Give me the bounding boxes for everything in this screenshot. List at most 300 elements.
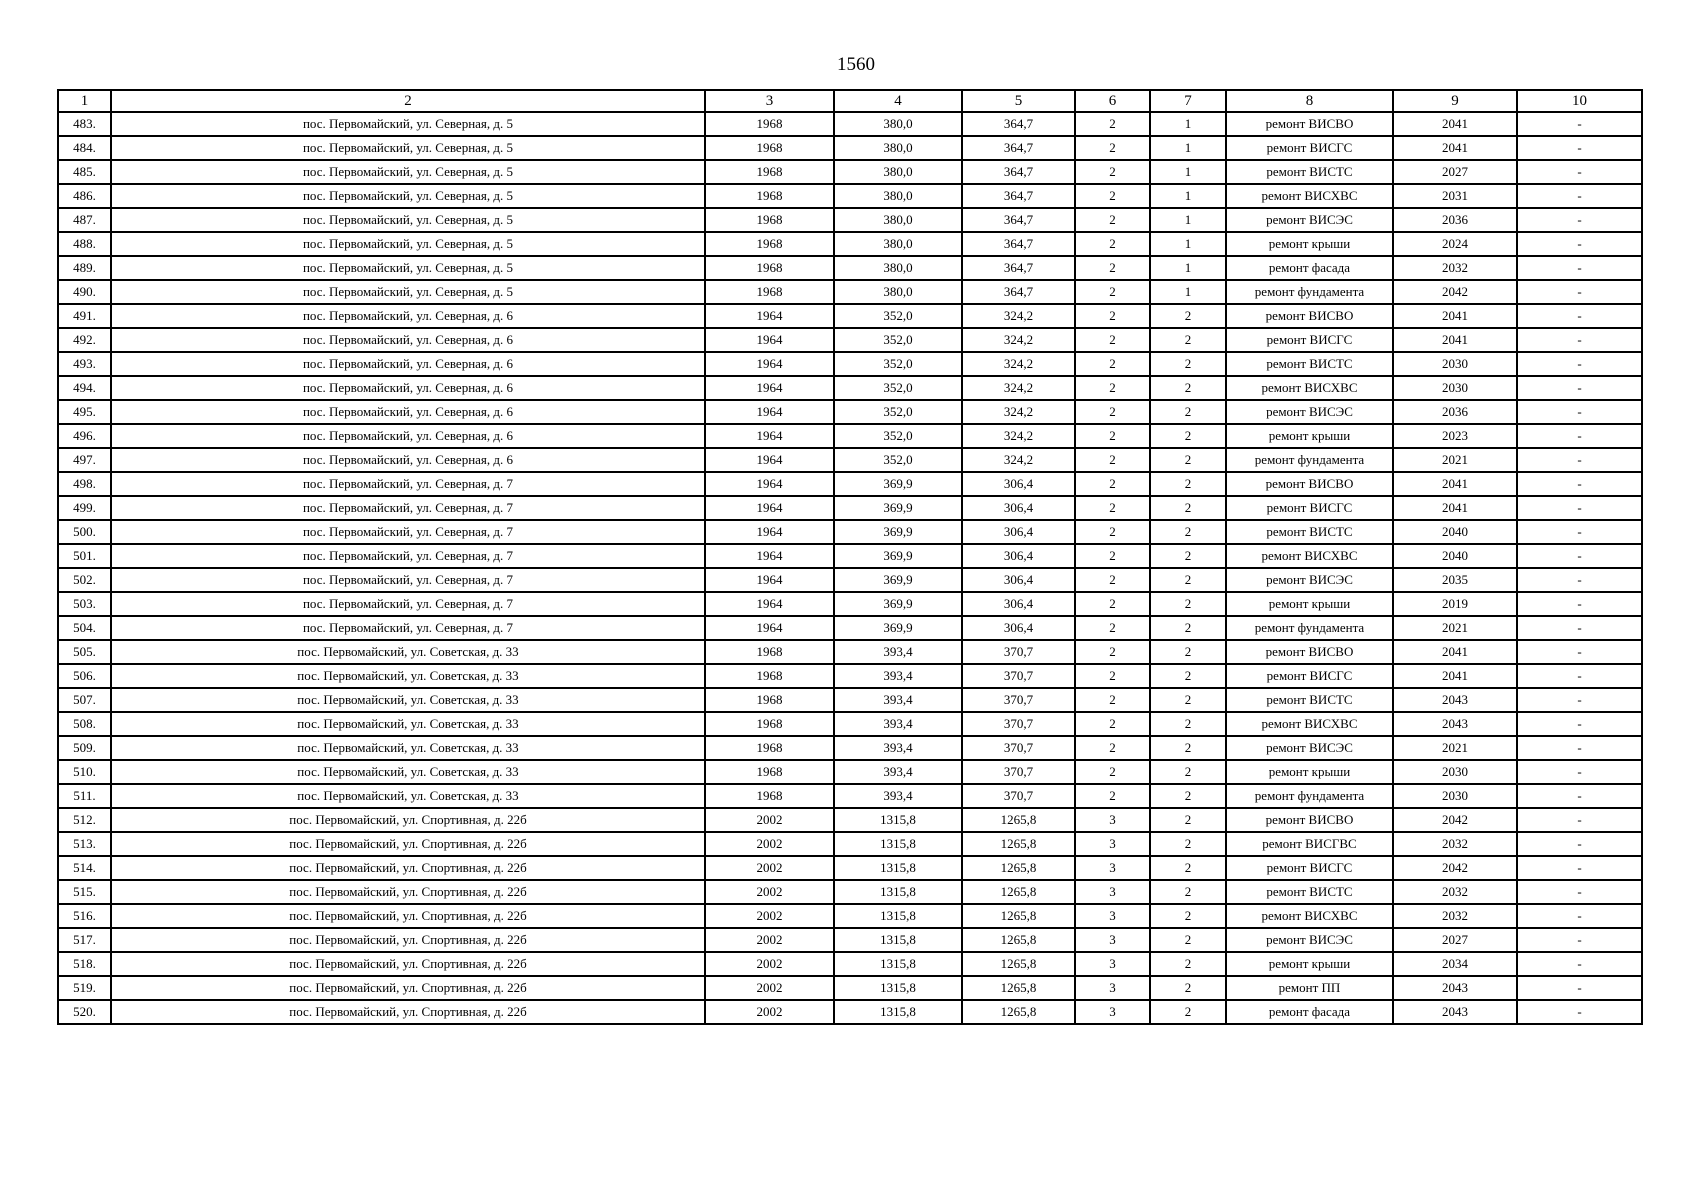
floors-cell: 2: [1075, 400, 1150, 424]
floors-cell: 2: [1075, 232, 1150, 256]
table-row: [58, 400, 1642, 424]
cost-cell: -: [1517, 784, 1642, 808]
table-row: [58, 952, 1642, 976]
work-type-cell: ремонт ВИСГС: [1226, 664, 1393, 688]
row-number-cell: 500.: [58, 520, 111, 544]
total-area-cell: 393,4: [834, 640, 962, 664]
table-row: [58, 208, 1642, 232]
floors-cell: 2: [1075, 472, 1150, 496]
living-area-cell: 324,2: [962, 352, 1075, 376]
living-area-cell: 370,7: [962, 640, 1075, 664]
row-number-cell: 506.: [58, 664, 111, 688]
living-area-cell: 306,4: [962, 616, 1075, 640]
page-number: 1560: [837, 54, 875, 75]
address-cell: пос. Первомайский, ул. Спортивная, д. 22б: [111, 928, 705, 952]
entrances-cell: 1: [1150, 280, 1226, 304]
data-table: [57, 89, 1643, 1025]
address-cell: пос. Первомайский, ул. Северная, д. 5: [111, 136, 705, 160]
cost-cell: -: [1517, 880, 1642, 904]
planned-year-cell: 2043: [1393, 712, 1517, 736]
year-built-cell: 1968: [705, 640, 834, 664]
column-header: 3: [705, 90, 834, 112]
cost-cell: -: [1517, 928, 1642, 952]
cost-cell: -: [1517, 208, 1642, 232]
cost-cell: -: [1517, 424, 1642, 448]
year-built-cell: 1968: [705, 664, 834, 688]
address-cell: пос. Первомайский, ул. Спортивная, д. 22б: [111, 880, 705, 904]
address-cell: пос. Первомайский, ул. Советская, д. 33: [111, 640, 705, 664]
row-number-cell: 484.: [58, 136, 111, 160]
planned-year-cell: 2027: [1393, 928, 1517, 952]
column-header: 8: [1226, 90, 1393, 112]
planned-year-cell: 2041: [1393, 304, 1517, 328]
planned-year-cell: 2021: [1393, 616, 1517, 640]
planned-year-cell: 2032: [1393, 832, 1517, 856]
cost-cell: -: [1517, 400, 1642, 424]
entrances-cell: 1: [1150, 256, 1226, 280]
table-row: [58, 184, 1642, 208]
work-type-cell: ремонт фундамента: [1226, 784, 1393, 808]
total-area-cell: 380,0: [834, 184, 962, 208]
living-area-cell: 364,7: [962, 208, 1075, 232]
work-type-cell: ремонт фундамента: [1226, 280, 1393, 304]
entrances-cell: 2: [1150, 736, 1226, 760]
year-built-cell: 2002: [705, 832, 834, 856]
column-header: 9: [1393, 90, 1517, 112]
row-number-cell: 490.: [58, 280, 111, 304]
address-cell: пос. Первомайский, ул. Северная, д. 5: [111, 208, 705, 232]
floors-cell: 2: [1075, 544, 1150, 568]
cost-cell: -: [1517, 256, 1642, 280]
year-built-cell: 1968: [705, 784, 834, 808]
entrances-cell: 2: [1150, 976, 1226, 1000]
entrances-cell: 2: [1150, 424, 1226, 448]
address-cell: пос. Первомайский, ул. Северная, д. 6: [111, 352, 705, 376]
total-area-cell: 393,4: [834, 712, 962, 736]
floors-cell: 2: [1075, 352, 1150, 376]
living-area-cell: 364,7: [962, 112, 1075, 136]
table-row: [58, 256, 1642, 280]
living-area-cell: 1265,8: [962, 904, 1075, 928]
living-area-cell: 1265,8: [962, 808, 1075, 832]
work-type-cell: ремонт ВИСХВС: [1226, 712, 1393, 736]
entrances-cell: 2: [1150, 832, 1226, 856]
living-area-cell: 370,7: [962, 712, 1075, 736]
entrances-cell: 2: [1150, 472, 1226, 496]
floors-cell: 2: [1075, 376, 1150, 400]
table-row: [58, 736, 1642, 760]
address-cell: пос. Первомайский, ул. Северная, д. 5: [111, 280, 705, 304]
year-built-cell: 1968: [705, 112, 834, 136]
cost-cell: -: [1517, 280, 1642, 304]
living-area-cell: 370,7: [962, 784, 1075, 808]
planned-year-cell: 2032: [1393, 880, 1517, 904]
address-cell: пос. Первомайский, ул. Северная, д. 5: [111, 232, 705, 256]
entrances-cell: 2: [1150, 808, 1226, 832]
work-type-cell: ремонт ВИСГВС: [1226, 832, 1393, 856]
cost-cell: -: [1517, 328, 1642, 352]
cost-cell: -: [1517, 904, 1642, 928]
total-area-cell: 380,0: [834, 280, 962, 304]
planned-year-cell: 2043: [1393, 688, 1517, 712]
floors-cell: 2: [1075, 616, 1150, 640]
total-area-cell: 393,4: [834, 784, 962, 808]
address-cell: пос. Первомайский, ул. Спортивная, д. 22б: [111, 1000, 705, 1024]
entrances-cell: 2: [1150, 880, 1226, 904]
floors-cell: 2: [1075, 448, 1150, 472]
total-area-cell: 369,9: [834, 496, 962, 520]
planned-year-cell: 2032: [1393, 256, 1517, 280]
living-area-cell: 324,2: [962, 448, 1075, 472]
table-row: [58, 616, 1642, 640]
work-type-cell: ремонт фасада: [1226, 256, 1393, 280]
cost-cell: -: [1517, 232, 1642, 256]
planned-year-cell: 2042: [1393, 280, 1517, 304]
year-built-cell: 1968: [705, 184, 834, 208]
table-row: [58, 448, 1642, 472]
planned-year-cell: 2021: [1393, 736, 1517, 760]
table-row: [58, 880, 1642, 904]
header-row: [58, 90, 1642, 112]
cost-cell: -: [1517, 568, 1642, 592]
row-number-cell: 519.: [58, 976, 111, 1000]
living-area-cell: 364,7: [962, 160, 1075, 184]
cost-cell: -: [1517, 616, 1642, 640]
row-number-cell: 512.: [58, 808, 111, 832]
work-type-cell: ремонт ВИСХВС: [1226, 184, 1393, 208]
living-area-cell: 324,2: [962, 400, 1075, 424]
work-type-cell: ремонт крыши: [1226, 760, 1393, 784]
floors-cell: 3: [1075, 856, 1150, 880]
total-area-cell: 380,0: [834, 208, 962, 232]
living-area-cell: 324,2: [962, 328, 1075, 352]
living-area-cell: 306,4: [962, 496, 1075, 520]
floors-cell: 3: [1075, 904, 1150, 928]
row-number-cell: 493.: [58, 352, 111, 376]
address-cell: пос. Первомайский, ул. Спортивная, д. 22б: [111, 856, 705, 880]
entrances-cell: 2: [1150, 760, 1226, 784]
total-area-cell: 369,9: [834, 520, 962, 544]
living-area-cell: 1265,8: [962, 880, 1075, 904]
column-header: 6: [1075, 90, 1150, 112]
address-cell: пос. Первомайский, ул. Северная, д. 7: [111, 520, 705, 544]
floors-cell: 2: [1075, 496, 1150, 520]
work-type-cell: ремонт ВИСЭС: [1226, 928, 1393, 952]
planned-year-cell: 2027: [1393, 160, 1517, 184]
floors-cell: 3: [1075, 808, 1150, 832]
total-area-cell: 369,9: [834, 592, 962, 616]
work-type-cell: ремонт ВИСЭС: [1226, 736, 1393, 760]
total-area-cell: 380,0: [834, 112, 962, 136]
cost-cell: -: [1517, 352, 1642, 376]
row-number-cell: 507.: [58, 688, 111, 712]
work-type-cell: ремонт фундамента: [1226, 616, 1393, 640]
year-built-cell: 1964: [705, 424, 834, 448]
cost-cell: -: [1517, 544, 1642, 568]
year-built-cell: 2002: [705, 880, 834, 904]
table-row: [58, 544, 1642, 568]
cost-cell: -: [1517, 808, 1642, 832]
living-area-cell: 1265,8: [962, 952, 1075, 976]
total-area-cell: 1315,8: [834, 928, 962, 952]
work-type-cell: ремонт ВИСВО: [1226, 640, 1393, 664]
table-row: [58, 304, 1642, 328]
total-area-cell: 380,0: [834, 232, 962, 256]
table-row: [58, 712, 1642, 736]
work-type-cell: ремонт ВИСЭС: [1226, 568, 1393, 592]
address-cell: пос. Первомайский, ул. Спортивная, д. 22б: [111, 976, 705, 1000]
year-built-cell: 2002: [705, 952, 834, 976]
row-number-cell: 503.: [58, 592, 111, 616]
cost-cell: -: [1517, 712, 1642, 736]
cost-cell: -: [1517, 136, 1642, 160]
cost-cell: -: [1517, 856, 1642, 880]
planned-year-cell: 2041: [1393, 640, 1517, 664]
cost-cell: -: [1517, 376, 1642, 400]
table-body: [58, 112, 1642, 1024]
living-area-cell: 370,7: [962, 688, 1075, 712]
floors-cell: 2: [1075, 736, 1150, 760]
total-area-cell: 1315,8: [834, 880, 962, 904]
address-cell: пос. Первомайский, ул. Северная, д. 7: [111, 592, 705, 616]
address-cell: пос. Первомайский, ул. Северная, д. 6: [111, 304, 705, 328]
floors-cell: 2: [1075, 424, 1150, 448]
floors-cell: 2: [1075, 112, 1150, 136]
row-number-cell: 508.: [58, 712, 111, 736]
planned-year-cell: 2036: [1393, 400, 1517, 424]
cost-cell: -: [1517, 832, 1642, 856]
row-number-cell: 509.: [58, 736, 111, 760]
planned-year-cell: 2043: [1393, 976, 1517, 1000]
work-type-cell: ремонт ВИСЭС: [1226, 208, 1393, 232]
row-number-cell: 511.: [58, 784, 111, 808]
entrances-cell: 1: [1150, 184, 1226, 208]
work-type-cell: ремонт ВИСВО: [1226, 112, 1393, 136]
living-area-cell: 370,7: [962, 736, 1075, 760]
column-header: 7: [1150, 90, 1226, 112]
row-number-cell: 520.: [58, 1000, 111, 1024]
year-built-cell: 1964: [705, 520, 834, 544]
address-cell: пос. Первомайский, ул. Северная, д. 5: [111, 112, 705, 136]
entrances-cell: 2: [1150, 952, 1226, 976]
year-built-cell: 1964: [705, 376, 834, 400]
floors-cell: 2: [1075, 568, 1150, 592]
year-built-cell: 1964: [705, 448, 834, 472]
cost-cell: -: [1517, 184, 1642, 208]
address-cell: пос. Первомайский, ул. Северная, д. 7: [111, 544, 705, 568]
table-row: [58, 904, 1642, 928]
planned-year-cell: 2030: [1393, 376, 1517, 400]
entrances-cell: 2: [1150, 496, 1226, 520]
entrances-cell: 1: [1150, 136, 1226, 160]
year-built-cell: 1968: [705, 208, 834, 232]
year-built-cell: 1968: [705, 232, 834, 256]
address-cell: пос. Первомайский, ул. Северная, д. 6: [111, 448, 705, 472]
work-type-cell: ремонт крыши: [1226, 952, 1393, 976]
table-row: [58, 808, 1642, 832]
living-area-cell: 306,4: [962, 592, 1075, 616]
planned-year-cell: 2041: [1393, 664, 1517, 688]
entrances-cell: 2: [1150, 784, 1226, 808]
living-area-cell: 324,2: [962, 424, 1075, 448]
entrances-cell: 1: [1150, 208, 1226, 232]
address-cell: пос. Первомайский, ул. Спортивная, д. 22б: [111, 904, 705, 928]
year-built-cell: 1964: [705, 304, 834, 328]
row-number-cell: 496.: [58, 424, 111, 448]
living-area-cell: 1265,8: [962, 928, 1075, 952]
year-built-cell: 1964: [705, 400, 834, 424]
row-number-cell: 485.: [58, 160, 111, 184]
floors-cell: 2: [1075, 712, 1150, 736]
work-type-cell: ремонт ВИСВО: [1226, 304, 1393, 328]
work-type-cell: ремонт ВИСХВС: [1226, 544, 1393, 568]
year-built-cell: 2002: [705, 808, 834, 832]
total-area-cell: 393,4: [834, 736, 962, 760]
work-type-cell: ремонт ВИСТС: [1226, 688, 1393, 712]
floors-cell: 2: [1075, 328, 1150, 352]
cost-cell: -: [1517, 760, 1642, 784]
row-number-cell: 495.: [58, 400, 111, 424]
total-area-cell: 393,4: [834, 760, 962, 784]
work-type-cell: ремонт ПП: [1226, 976, 1393, 1000]
row-number-cell: 517.: [58, 928, 111, 952]
row-number-cell: 515.: [58, 880, 111, 904]
address-cell: пос. Первомайский, ул. Советская, д. 33: [111, 784, 705, 808]
row-number-cell: 491.: [58, 304, 111, 328]
living-area-cell: 306,4: [962, 568, 1075, 592]
address-cell: пос. Первомайский, ул. Северная, д. 7: [111, 568, 705, 592]
entrances-cell: 2: [1150, 640, 1226, 664]
entrances-cell: 2: [1150, 904, 1226, 928]
column-header: 2: [111, 90, 705, 112]
address-cell: пос. Первомайский, ул. Северная, д. 6: [111, 424, 705, 448]
table-row: [58, 664, 1642, 688]
year-built-cell: 2002: [705, 928, 834, 952]
floors-cell: 3: [1075, 832, 1150, 856]
work-type-cell: ремонт ВИСГС: [1226, 328, 1393, 352]
total-area-cell: 369,9: [834, 616, 962, 640]
year-built-cell: 2002: [705, 856, 834, 880]
living-area-cell: 1265,8: [962, 856, 1075, 880]
cost-cell: -: [1517, 1000, 1642, 1024]
planned-year-cell: 2030: [1393, 352, 1517, 376]
table-row: [58, 976, 1642, 1000]
row-number-cell: 487.: [58, 208, 111, 232]
work-type-cell: ремонт ВИСГС: [1226, 496, 1393, 520]
year-built-cell: 1968: [705, 136, 834, 160]
floors-cell: 3: [1075, 880, 1150, 904]
total-area-cell: 369,9: [834, 568, 962, 592]
entrances-cell: 2: [1150, 376, 1226, 400]
planned-year-cell: 2031: [1393, 184, 1517, 208]
year-built-cell: 1968: [705, 688, 834, 712]
row-number-cell: 514.: [58, 856, 111, 880]
entrances-cell: 1: [1150, 232, 1226, 256]
address-cell: пос. Первомайский, ул. Советская, д. 33: [111, 688, 705, 712]
planned-year-cell: 2030: [1393, 760, 1517, 784]
year-built-cell: 1964: [705, 472, 834, 496]
column-header: 5: [962, 90, 1075, 112]
floors-cell: 3: [1075, 1000, 1150, 1024]
table-row: [58, 136, 1642, 160]
work-type-cell: ремонт ВИСВО: [1226, 808, 1393, 832]
total-area-cell: 393,4: [834, 688, 962, 712]
floors-cell: 3: [1075, 952, 1150, 976]
living-area-cell: 364,7: [962, 184, 1075, 208]
work-type-cell: ремонт ВИСГС: [1226, 856, 1393, 880]
floors-cell: 2: [1075, 664, 1150, 688]
year-built-cell: 2002: [705, 1000, 834, 1024]
entrances-cell: 2: [1150, 664, 1226, 688]
total-area-cell: 352,0: [834, 304, 962, 328]
planned-year-cell: 2043: [1393, 1000, 1517, 1024]
year-built-cell: 1968: [705, 280, 834, 304]
total-area-cell: 1315,8: [834, 856, 962, 880]
cost-cell: -: [1517, 736, 1642, 760]
planned-year-cell: 2041: [1393, 328, 1517, 352]
entrances-cell: 1: [1150, 112, 1226, 136]
column-header: 1: [58, 90, 111, 112]
floors-cell: 2: [1075, 256, 1150, 280]
table-row: [58, 496, 1642, 520]
row-number-cell: 513.: [58, 832, 111, 856]
floors-cell: 2: [1075, 160, 1150, 184]
address-cell: пос. Первомайский, ул. Северная, д. 6: [111, 328, 705, 352]
work-type-cell: ремонт крыши: [1226, 424, 1393, 448]
living-area-cell: 1265,8: [962, 832, 1075, 856]
table-row: [58, 928, 1642, 952]
planned-year-cell: 2019: [1393, 592, 1517, 616]
entrances-cell: 2: [1150, 616, 1226, 640]
floors-cell: 2: [1075, 136, 1150, 160]
living-area-cell: 324,2: [962, 304, 1075, 328]
table-row: [58, 760, 1642, 784]
column-header: 4: [834, 90, 962, 112]
total-area-cell: 1315,8: [834, 952, 962, 976]
table-row: [58, 232, 1642, 256]
row-number-cell: 486.: [58, 184, 111, 208]
year-built-cell: 2002: [705, 904, 834, 928]
entrances-cell: 2: [1150, 328, 1226, 352]
floors-cell: 3: [1075, 928, 1150, 952]
address-cell: пос. Первомайский, ул. Советская, д. 33: [111, 664, 705, 688]
cost-cell: -: [1517, 112, 1642, 136]
work-type-cell: ремонт ВИСВО: [1226, 472, 1393, 496]
work-type-cell: ремонт фасада: [1226, 1000, 1393, 1024]
table-row: [58, 352, 1642, 376]
planned-year-cell: 2036: [1393, 208, 1517, 232]
entrances-cell: 2: [1150, 448, 1226, 472]
year-built-cell: 1968: [705, 256, 834, 280]
table-row: [58, 472, 1642, 496]
living-area-cell: 1265,8: [962, 976, 1075, 1000]
floors-cell: 2: [1075, 640, 1150, 664]
total-area-cell: 380,0: [834, 160, 962, 184]
total-area-cell: 393,4: [834, 664, 962, 688]
table-row: [58, 784, 1642, 808]
table-row: [58, 592, 1642, 616]
year-built-cell: 1964: [705, 328, 834, 352]
table-row: [58, 640, 1642, 664]
planned-year-cell: 2032: [1393, 904, 1517, 928]
row-number-cell: 504.: [58, 616, 111, 640]
planned-year-cell: 2041: [1393, 136, 1517, 160]
planned-year-cell: 2035: [1393, 568, 1517, 592]
row-number-cell: 483.: [58, 112, 111, 136]
floors-cell: 2: [1075, 688, 1150, 712]
row-number-cell: 494.: [58, 376, 111, 400]
year-built-cell: 1968: [705, 760, 834, 784]
